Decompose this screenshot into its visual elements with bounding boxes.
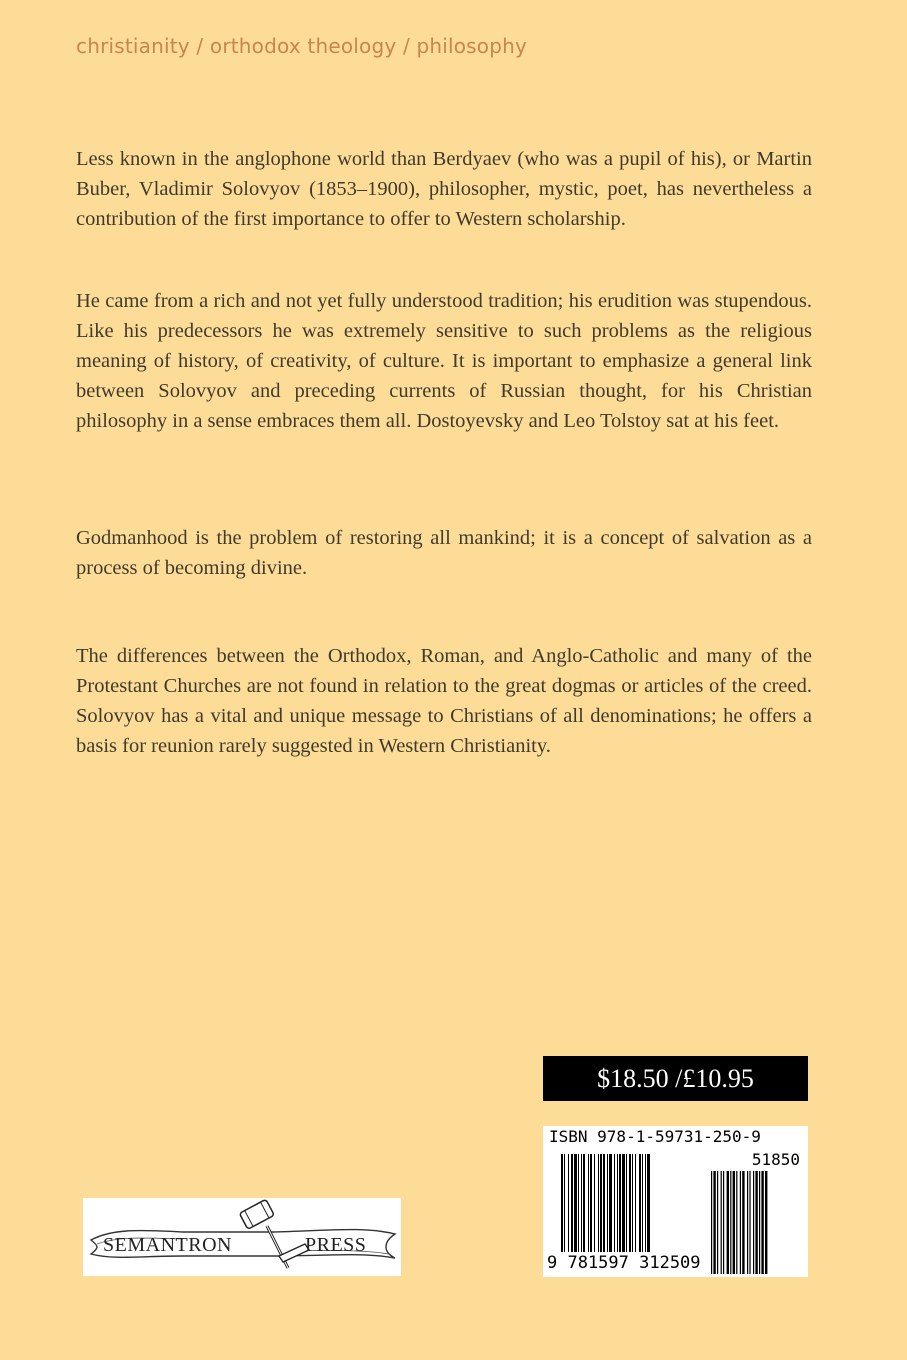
category-line: christianity / orthodox theology / philosophy	[76, 34, 528, 58]
isbn-label: ISBN 978-1-59731-250-9	[549, 1127, 761, 1146]
blurb-paragraph-3: Godmanhood is the problem of restoring all mankind; it is a concept of salvation as a process of becoming divine.	[76, 527, 812, 579]
ean-digits: 9 781597 312509	[547, 1253, 701, 1273]
barcode-panel	[543, 1126, 808, 1277]
blurb-paragraph-2: He came from a rich and not yet fully understood tradition; his erudition was stupendous. Like his predecessors he was extremely sensitive to such problems as the religious meaning of history, of creativity, of culture. It is important to emphasize a general link between Solovyov and preceding currents of Russian thought, for his Christian philosophy in a sense embraces them all. Dostoyevsky and Leo Tolstoy sat at his feet.	[76, 290, 812, 432]
blurb-paragraph-1: Less known in the anglophone world than Berdyaev (who was a pupil of his), or Martin Buber, Vladimir Solovyov (1853–1900), philosopher, mystic, poet, has nevertheless a contribution of the first importance to offer to Western scholarship.	[76, 148, 812, 230]
price-label: $18.50 /£10.95	[597, 1063, 754, 1093]
publisher-name-right: PRESS	[305, 1234, 367, 1256]
blurb-paragraph-4: The differences between the Orthodox, Roman, and Anglo-Catholic and many of the Protestant Churches are not found in relation to the great dogmas or articles of the creed. Solovyov has a vital and unique message to Christians of all denominations; he offers a basis for reunion rarely suggested in Western Christianity.	[76, 645, 812, 757]
price-box	[543, 1056, 808, 1101]
publisher-logo	[83, 1198, 401, 1276]
publisher-name-left: SEMANTRON	[103, 1234, 232, 1256]
price-code: 51850	[751, 1150, 800, 1169]
